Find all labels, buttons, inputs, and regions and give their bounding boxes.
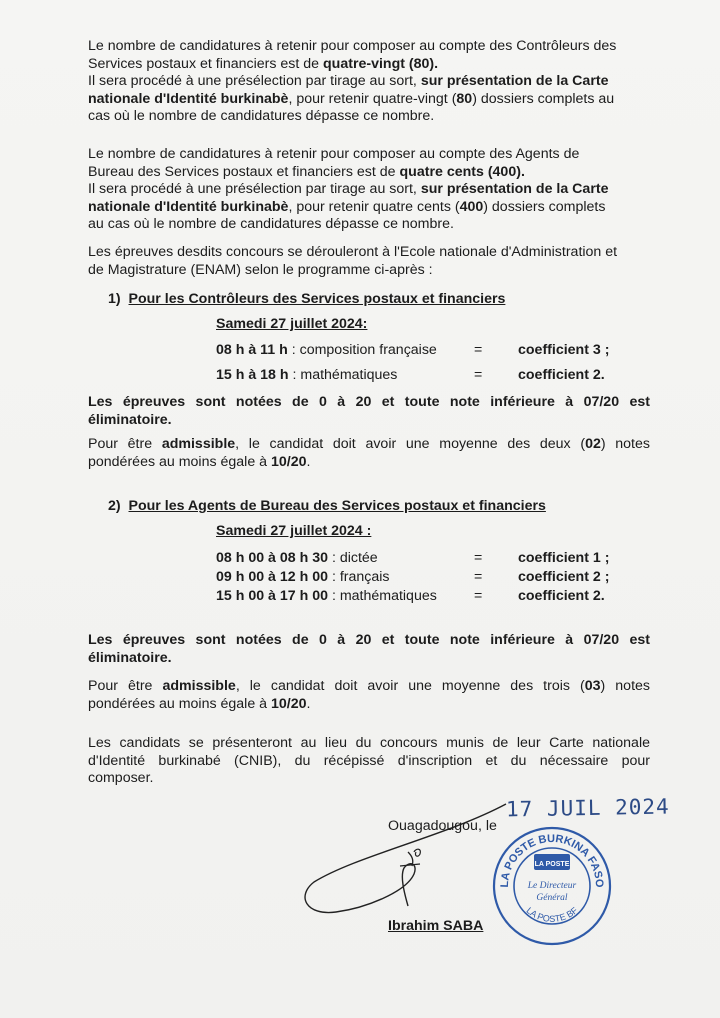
svg-text:LA POSTE BF	[524, 905, 580, 924]
section-1-grading-note: Les épreuves sont notées de 0 à 20 et toute note inférieure à 07/20 est éliminatoire.	[88, 394, 650, 428]
section-2-date: Samedi 27 juillet 2024 :	[216, 523, 372, 539]
signature-place: Ouagadougou, le	[388, 818, 497, 834]
section-2-grading-note: Les épreuves sont notées de 0 à 20 et toute note inférieure à 07/20 est éliminatoire.	[88, 632, 650, 666]
closing-paragraph: Les candidats se présenteront au lieu du concours munis de leur Carte nationale d'Identité burkinabé (CNIB), du récépissé d'inscription et du nécessaire pour composer.	[88, 735, 650, 787]
schedule-row: 15 h à 18 h : mathématiques = coefficient 2.	[216, 367, 605, 383]
paragraph-venue: Les épreuves desdits concours se dérouleront à l'Ecole nationale d'Administration et de Magistrature (ENAM) selon le programme ci-après :	[88, 244, 618, 278]
stamp-title-line-1: Le Directeur	[527, 881, 577, 891]
stamp-title-line-2: Général	[536, 893, 568, 903]
stamp-logo-text: LA POSTE	[534, 861, 570, 868]
schedule-row: 08 h 00 à 08 h 30 : dictée = coefficient 1 ;	[216, 550, 610, 566]
official-stamp	[490, 824, 614, 948]
section-1-admissibility: Pour être admissible, le candidat doit avoir une moyenne des deux (02) notes pondérées au moins égale à 10/20.	[88, 436, 650, 470]
stamp-ring-text: LA POSTE BURKINA FASO	[498, 832, 606, 888]
schedule-row: 09 h 00 à 12 h 00 : français = coefficient 2 ;	[216, 569, 610, 585]
stamp-bottom-text: LA POSTE BF	[524, 905, 580, 924]
signer-name: Ibrahim SABA	[388, 918, 484, 934]
date-stamp: 17 JUIL 2024	[505, 794, 670, 822]
section-2-title: 2) Pour les Agents de Bureau des Services postaux et financiers	[108, 498, 546, 514]
paragraph-agents-count: Le nombre de candidatures à retenir pour composer au compte des Agents de Bureau des Services postaux et financiers est de quatre cents (400). Il sera procédé à une présélection par tirage au sort, sur présentation de la Carte nationale d'Identité burkinabè, pour retenir quatre cents (400) dossiers complets au cas où le nombre de candidatures dépasse ce nombre.	[88, 146, 609, 233]
schedule-row: 08 h à 11 h : composition française = coefficient 3 ;	[216, 342, 610, 358]
section-2-admissibility: Pour être admissible, le candidat doit avoir une moyenne des trois (03) notes pondérées au moins égale à 10/20.	[88, 678, 650, 712]
schedule-row: 15 h 00 à 17 h 00 : mathématiques = coefficient 2.	[216, 588, 605, 604]
section-1-title: 1) Pour les Contrôleurs des Services postaux et financiers	[108, 291, 506, 307]
section-1-date: Samedi 27 juillet 2024:	[216, 316, 368, 332]
paragraph-controleurs-count: Le nombre de candidatures à retenir pour composer au compte des Contrôleurs des Services postaux et financiers est de quatre-vingt (80). Il sera procédé à une présélection par tirage au sort, sur présentation de la Carte nationale d'Identité burkinabè, pour retenir quatre-vingt (80) dossiers complets au cas où le nombre de candidatures dépasse ce nombre.	[88, 38, 617, 125]
